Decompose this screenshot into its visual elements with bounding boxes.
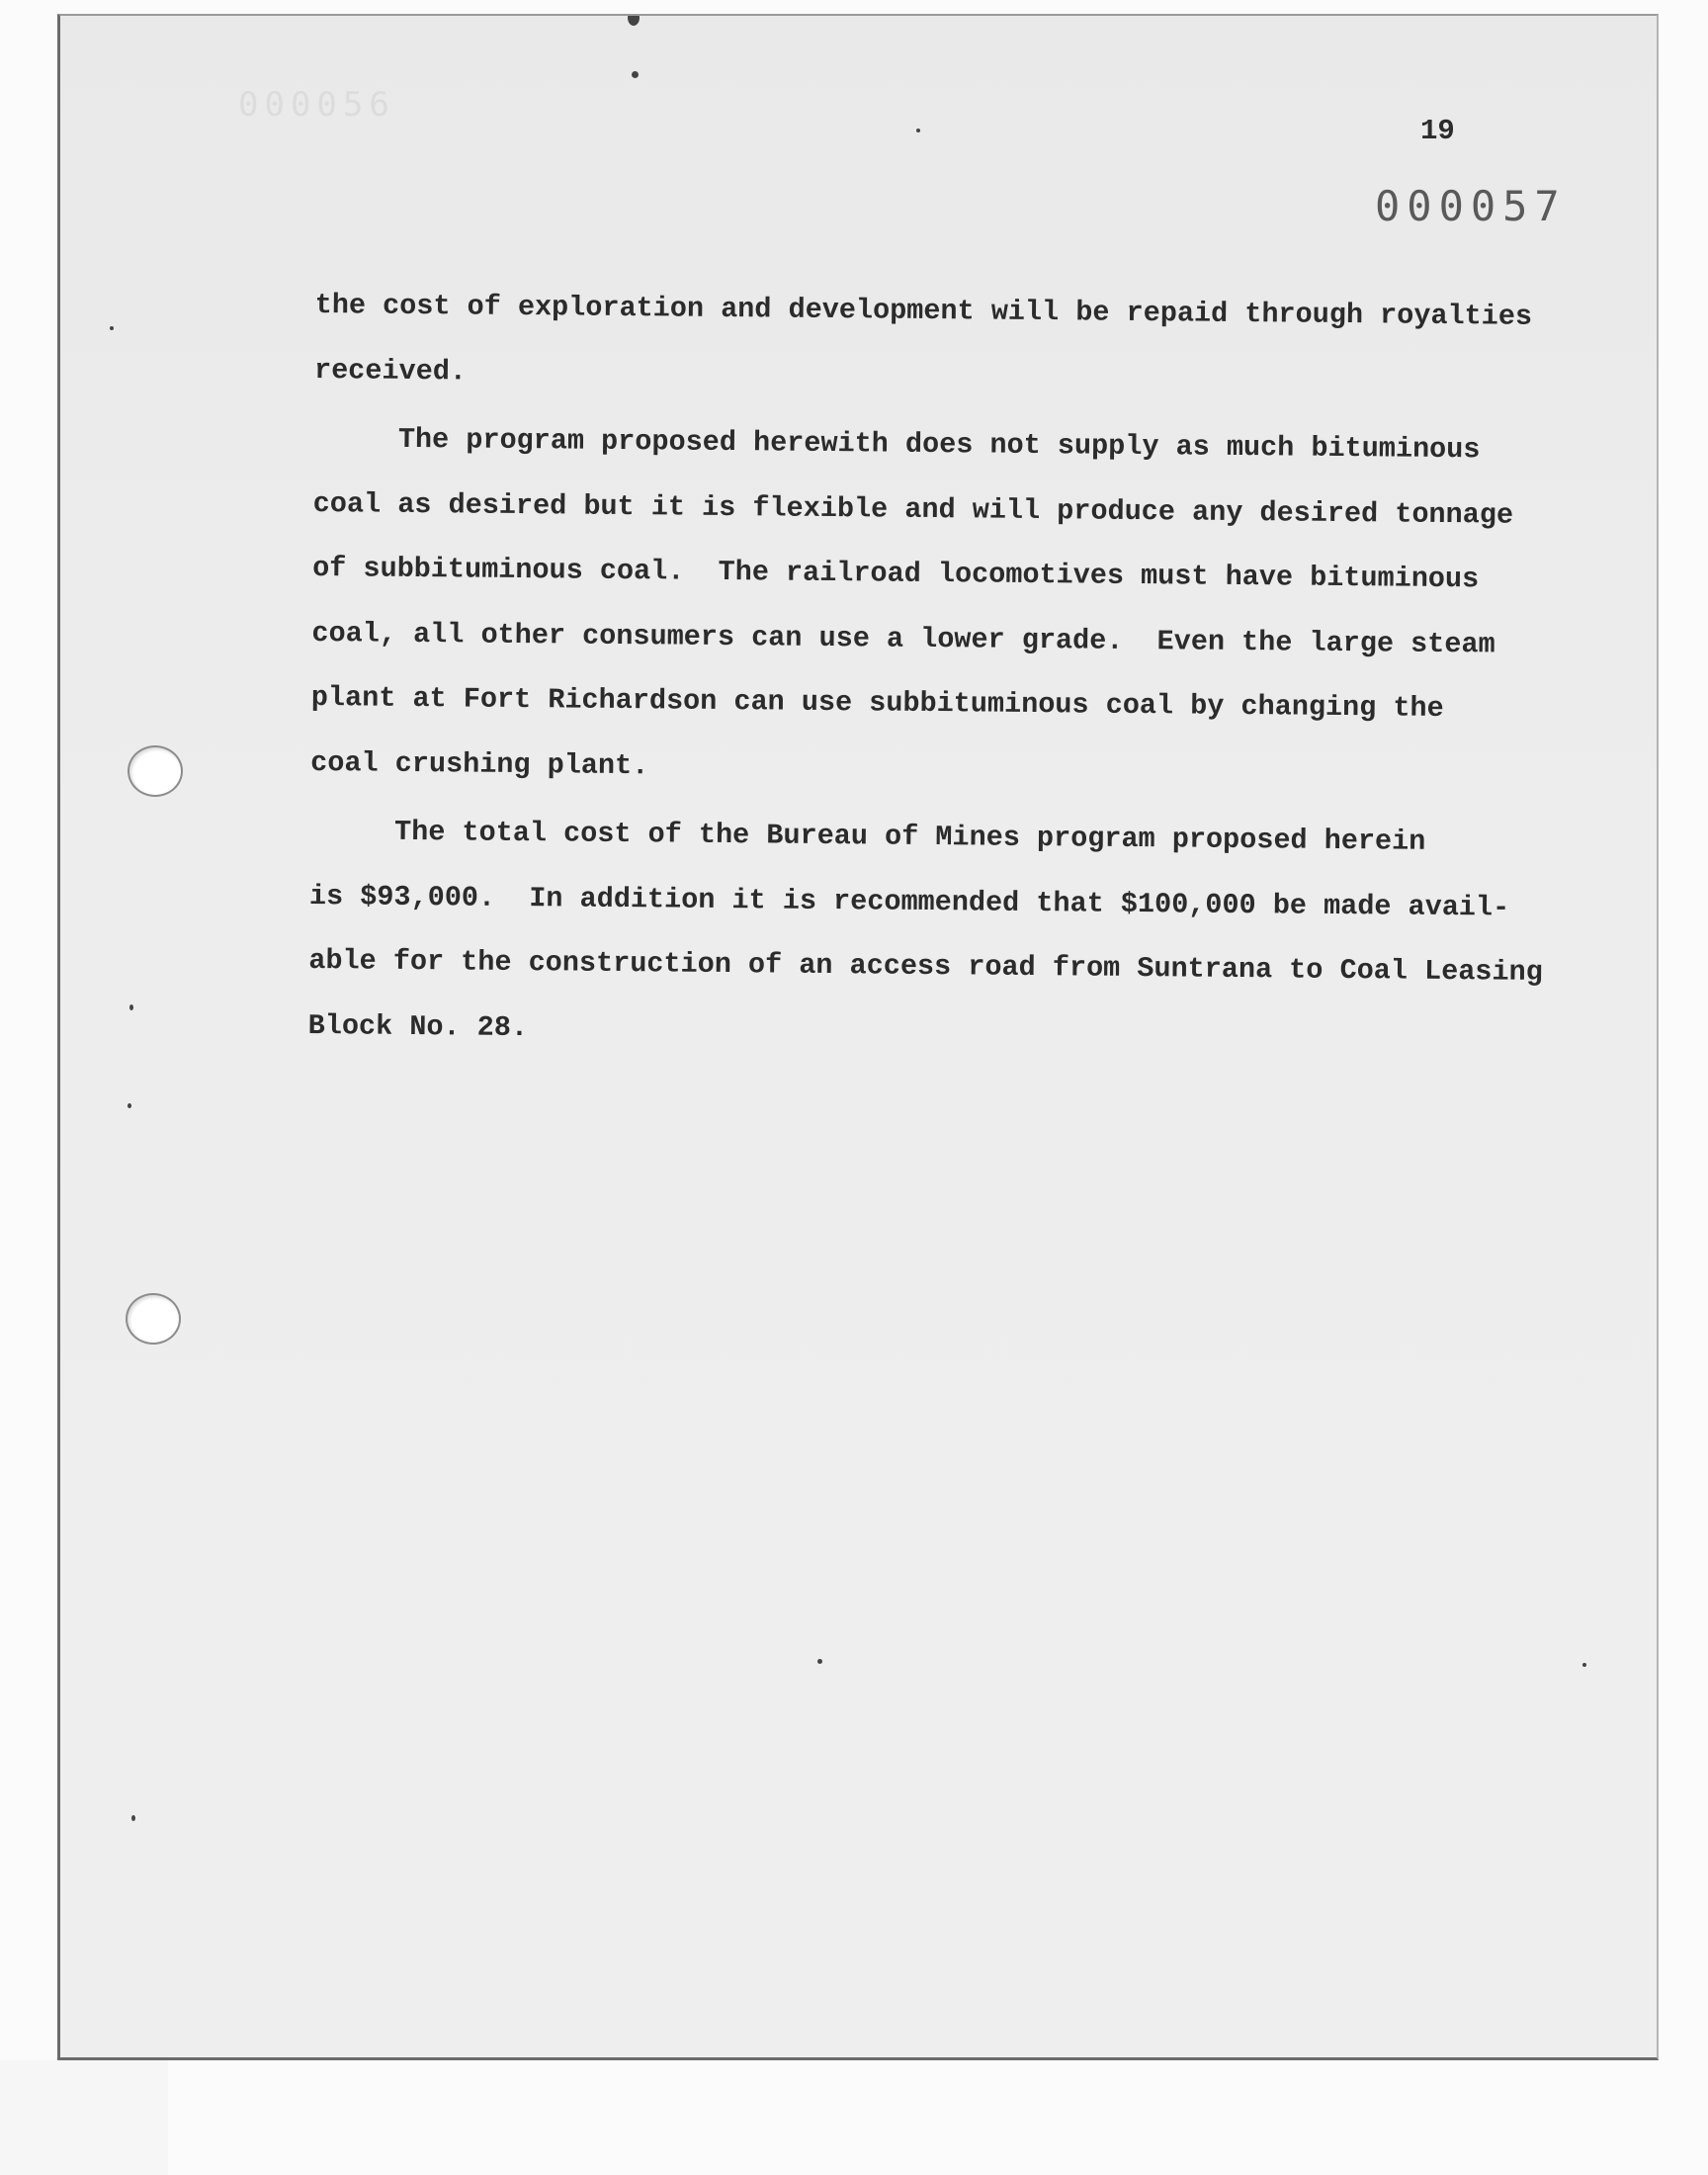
punch-hole bbox=[126, 1293, 181, 1345]
ink-speck bbox=[131, 1815, 135, 1821]
text-line: coal, all other consumers can use a lower grade. Even the large steam bbox=[311, 616, 1495, 660]
text-line: plant at Fort Richardson can use subbituminous coal by changing the bbox=[310, 680, 1444, 725]
text-line: The total cost of the Bureau of Mines program proposed herein bbox=[309, 814, 1426, 858]
text-line: coal as desired but it is flexible and will produce any desired tonnage bbox=[312, 486, 1514, 532]
ink-speck bbox=[110, 326, 114, 330]
ink-speck bbox=[916, 129, 920, 132]
bates-number: 000057 bbox=[1375, 182, 1567, 230]
text-line: able for the construction of an access road from Suntrana to Coal Leasing bbox=[308, 943, 1543, 989]
page-number: 19 bbox=[1420, 115, 1455, 147]
paragraph-2 bbox=[310, 406, 1599, 807]
ink-speck bbox=[128, 1103, 131, 1108]
scan-margin bbox=[0, 2060, 168, 2175]
text-line: coal crushing plant. bbox=[310, 745, 649, 782]
body-text bbox=[307, 273, 1600, 1070]
text-line: of subbituminous coal. The railroad locomotives must have bituminous bbox=[311, 551, 1480, 596]
ink-speck bbox=[817, 1659, 822, 1664]
text-line: the cost of exploration and development will be repaid through royalties bbox=[314, 288, 1533, 333]
paragraph-1 bbox=[314, 273, 1600, 414]
text-line: received. bbox=[313, 353, 468, 388]
ink-speck bbox=[1582, 1663, 1586, 1667]
ink-speck bbox=[628, 14, 640, 26]
text-line: Block No. 28. bbox=[307, 1008, 529, 1044]
punch-hole bbox=[128, 745, 183, 797]
text-line: The program proposed herewith does not supply as much bituminous bbox=[313, 421, 1481, 467]
document-page bbox=[57, 14, 1659, 2060]
bleed-through-number: 000056 bbox=[238, 85, 395, 125]
ink-speck bbox=[129, 1004, 133, 1010]
ink-speck bbox=[632, 71, 639, 78]
paragraph-3 bbox=[307, 799, 1594, 1070]
text-line: is $93,000. In addition it is recommended that $100,000 be made avail- bbox=[308, 879, 1510, 924]
